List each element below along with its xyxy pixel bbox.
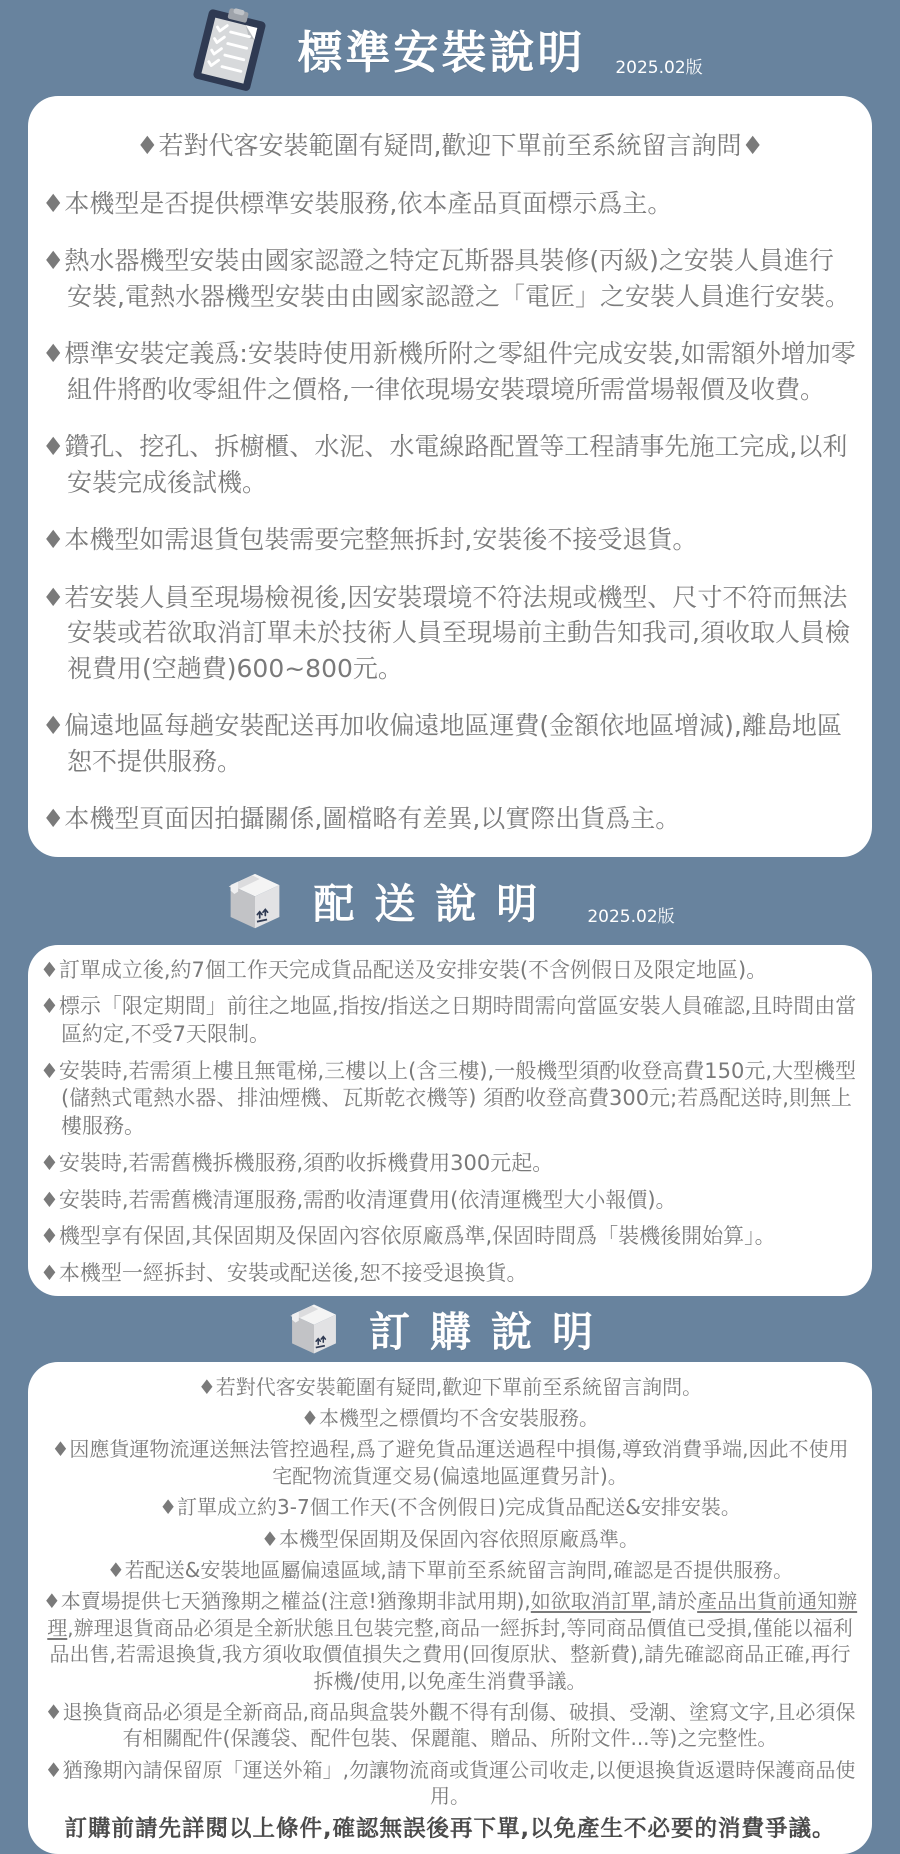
delivery-bullet-4: ♦安裝時,若需舊機拆機服務,須酌收拆機費用300元起。: [40, 1150, 554, 1175]
install-bullet-7: ♦偏遠地區每趟安裝配送再加收偏遠地區運費(金額依地區增減),離島地區恕不提供服務。: [42, 711, 842, 776]
package-icon: [287, 1301, 341, 1357]
order-bullet-4: ♦訂單成立約3-7個工作天(不含例假日)完成貨品配送&安排安裝。: [159, 1495, 741, 1520]
delivery-bullet-2: ♦標示「限定期間」前往之地區,指按/指送之日期時間需向當區安裝人員確認,且時間由當區約定,不受7天限制。: [40, 994, 857, 1046]
order-bullet-refund: [42, 1588, 858, 1694]
refund-cancel-underline: 如欲取消訂單: [530, 1589, 651, 1614]
order-bullet-2: ♦本機型之標價均不含安裝服務。: [301, 1406, 599, 1431]
install-bullet-8: ♦本機型頁面因拍攝關係,圖檔略有差異,以實際出貨爲主。: [42, 804, 681, 833]
delivery-bullet-3: ♦安裝時,若需須上樓且無電梯,三樓以上(含三樓),一般機型須酌收登高費150元,大型機型(儲熱式電熱水器、排油煙機、瓦斯乾衣機等) 須酌收登高費300元;若爲配送時,則無上樓服務。: [40, 1058, 856, 1139]
install-panel: [28, 96, 872, 857]
order-bullet-8: ♦退換貨商品必須是全新商品,商品與盒裝外觀不得有刮傷、破損、受潮、塗寫文字,且必須保有相關配件(保護袋、配件包裝、保麗龍、贈品、所附文件...等)之完整性。: [44, 1699, 856, 1751]
delivery-section-header: [0, 857, 900, 945]
install-bullet-4: ♦鑽孔、挖孔、拆櫥櫃、水泥、水電線路配置等工程請事先施工完成,以利安裝完成後試機。: [42, 432, 848, 497]
order-footer-warning: 訂購前請先詳閱以上條件,確認無誤後再下單,以免產生不必要的消費爭議。: [64, 1815, 836, 1842]
delivery-panel: [28, 945, 872, 1296]
order-bullet-5: ♦本機型保固期及保固內容依照原廠爲準。: [261, 1526, 639, 1551]
order-bullet-6: ♦若配送&安裝地區屬偏遠區域,請下單前至系統留言詢問,確認是否提供服務。: [106, 1558, 794, 1583]
install-bullet-1: ♦本機型是否提供標準安裝服務,依本產品頁面標示爲主。: [42, 188, 673, 218]
delivery-version: 2025.02版: [587, 906, 675, 927]
refund-text: ,辦理退貨商品必須是全新狀態且包裝完整,商品一經拆封,等同商品價值已受損,僅能以福利品出售,若需退換貨,我方須收取價值損失之費用(回復原狀、整新費),請先確認商品正確,再行拆機/使用,以免產生消費爭議。: [49, 1615, 853, 1693]
order-bullet-3: ♦因應貨運物流運送無法管控過程,爲了避免貨品運送過程中損傷,導致消費爭端,因此不使用宅配物流貨運交易(偏遠地區運費另計)。: [51, 1437, 849, 1488]
order-title: 訂購說明: [369, 1308, 613, 1357]
order-section-header: [0, 1296, 900, 1362]
delivery-title: 配送說明: [313, 880, 558, 928]
install-bullet-6: ♦若安裝人員至現場檢視後,因安裝環境不符法規或機型、尺寸不符而無法安裝或若欲取消訂單未於技術人員至現場前主動告知我司,須收取人員檢視費用(空趟費)600~800元。: [42, 582, 850, 683]
refund-notify-underline: 產品出貨前通知辦理: [47, 1589, 858, 1640]
install-bullet-3: ♦標準安裝定義爲:安裝時使用新機所附之零組件完成安裝,如需額外增加零組件將酌收零組件之價格,一律依現場安裝環境所需當場報價及收費。: [42, 339, 856, 404]
delivery-bullet-1: ♦訂單成立後,約7個工作天完成貨品配送及安排安裝(不含例假日及限定地區)。: [40, 957, 768, 982]
install-intro: ♦若對代客安裝範圍有疑問,歡迎下單前至系統留言詢問♦: [136, 131, 764, 160]
package-icon: [225, 870, 285, 932]
install-bullet-2: ♦熱水器機型安裝由國家認證之特定瓦斯器具裝修(丙級)之安裝人員進行安裝,電熱水器機型安裝由由國家認證之「電匠」之安裝人員進行安裝。: [42, 246, 850, 311]
delivery-bullet-5: ♦安裝時,若需舊機清運服務,需酌收清運費用(依清運機型大小報價)。: [40, 1187, 677, 1212]
refund-text: ♦本賣場提供七天猶豫期之權益(注意!猶豫期非試用期),: [42, 1589, 531, 1614]
install-bullet-5: ♦本機型如需退貨包裝需要完整無拆封,安裝後不接受退貨。: [42, 525, 698, 554]
refund-text: ,請於: [650, 1589, 698, 1614]
clipboard-icon: [189, 1, 272, 95]
order-bullet-9: ♦猶豫期內請保留原「運送外箱」,勿讓物流商或貨運公司收走,以便退換貨返還時保護商品使用。: [44, 1757, 856, 1809]
order-bullet-1: ♦若對代客安裝範圍有疑問,歡迎下單前至系統留言詢問。: [197, 1374, 703, 1399]
delivery-bullet-6: ♦機型享有保固,其保固期及保固內容依原廠爲準,保固時間爲「裝機後開始算」。: [40, 1224, 776, 1249]
install-version: 2025.02版: [615, 58, 703, 78]
install-title: 標準安裝說明: [297, 25, 586, 79]
delivery-bullet-7: ♦本機型一經拆封、安裝或配送後,恕不接受退換貨。: [40, 1260, 528, 1285]
install-section-header: [0, 0, 900, 96]
order-panel: [28, 1362, 872, 1854]
